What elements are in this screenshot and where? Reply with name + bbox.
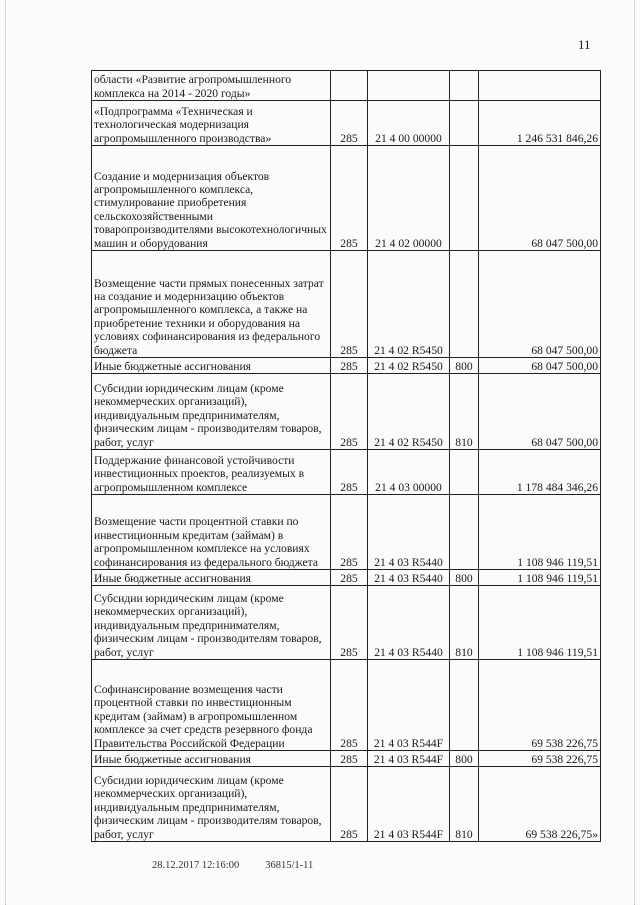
- row-vr: 810: [450, 586, 479, 660]
- row-gr: 285: [331, 751, 368, 767]
- row-vr: [450, 660, 479, 751]
- table-row: [92, 570, 601, 586]
- row-sum: 1 108 946 119,51: [479, 586, 601, 660]
- page-footer: [152, 860, 313, 871]
- row-code: 21 4 02 R5450: [368, 358, 450, 374]
- row-sum: 1 108 946 119,51: [479, 570, 601, 586]
- table-row: [92, 586, 601, 660]
- row-sum: [479, 71, 601, 101]
- table-row: [92, 101, 601, 146]
- row-name: Субсидии юридическим лицам (кроме некоммерческих организаций), индивидуальным предпринимателям, физическим лицам - производителям товаров, работ, услуг: [92, 374, 331, 450]
- row-name: Иные бюджетные ассигнования: [92, 358, 331, 374]
- row-vr: [450, 101, 479, 146]
- row-vr: [450, 146, 479, 251]
- row-sum: 1 178 484 346,26: [479, 450, 601, 495]
- row-code: 21 4 03 R5440: [368, 570, 450, 586]
- row-code: [368, 71, 450, 101]
- row-code: 21 4 03 R544F: [368, 751, 450, 767]
- row-code: 21 4 03 R544F: [368, 767, 450, 842]
- table-row: [92, 146, 601, 251]
- row-vr: [450, 71, 479, 101]
- row-vr: 800: [450, 751, 479, 767]
- row-code: 21 4 03 R5440: [368, 495, 450, 570]
- row-vr: [450, 495, 479, 570]
- scan-edge-left: [5, 0, 7, 905]
- row-gr: 285: [331, 101, 368, 146]
- row-name: области «Развитие агропромышленного комплекса на 2014 - 2020 годы»: [92, 71, 331, 101]
- table-row: [92, 767, 601, 842]
- row-name: Субсидии юридическим лицам (кроме некоммерческих организаций), индивидуальным предпринимателям, физическим лицам - производителям товаров, работ, услуг: [92, 767, 331, 842]
- row-gr: 285: [331, 586, 368, 660]
- row-sum: 68 047 500,00: [479, 374, 601, 450]
- row-gr: 285: [331, 358, 368, 374]
- row-sum: 68 047 500,00: [479, 251, 601, 358]
- page-number: 11: [578, 37, 591, 52]
- row-sum: 68 047 500,00: [479, 358, 601, 374]
- row-code: 21 4 03 00000: [368, 450, 450, 495]
- row-code: 21 4 02 00000: [368, 146, 450, 251]
- row-gr: 285: [331, 660, 368, 751]
- row-gr: [331, 71, 368, 101]
- row-vr: 800: [450, 358, 479, 374]
- row-gr: 285: [331, 146, 368, 251]
- row-name: Субсидии юридическим лицам (кроме некоммерческих организаций), индивидуальным предпринимателям, физическим лицам - производителям товаров, работ, услуг: [92, 586, 331, 660]
- row-gr: 285: [331, 767, 368, 842]
- row-vr: [450, 450, 479, 495]
- row-code: 21 4 02 R5450: [368, 251, 450, 358]
- table-row: [92, 358, 601, 374]
- footer-timestamp: 28.12.2017 12:16:00: [152, 860, 240, 871]
- row-name: Создание и модернизация объектов агропромышленного комплекса, стимулирование приобретения сельскохозяйственными товаропроизводителями высокотехнологичных машин и оборудования: [92, 146, 331, 251]
- table-row: [92, 450, 601, 495]
- row-vr: [450, 251, 479, 358]
- row-sum: 1 246 531 846,26: [479, 101, 601, 146]
- table-row: [92, 374, 601, 450]
- row-name: Иные бюджетные ассигнования: [92, 751, 331, 767]
- row-name: Возмещение части процентной ставки по инвестиционным кредитам (займам) в агропромышленном комплексе на условиях софинансирования из федерального бюджета: [92, 495, 331, 570]
- row-name: Иные бюджетные ассигнования: [92, 570, 331, 586]
- row-sum: 68 047 500,00: [479, 146, 601, 251]
- budget-table: [91, 70, 601, 842]
- row-gr: 285: [331, 374, 368, 450]
- row-code: 21 4 03 R544F: [368, 660, 450, 751]
- row-code: 21 4 02 R5450: [368, 374, 450, 450]
- row-vr: 800: [450, 570, 479, 586]
- scan-edge-right: [634, 0, 636, 905]
- table-row: [92, 660, 601, 751]
- row-name: Поддержание финансовой устойчивости инвестиционных проектов, реализуемых в агропромышленном комплексе: [92, 450, 331, 495]
- table-row: [92, 751, 601, 767]
- row-gr: 285: [331, 450, 368, 495]
- row-vr: 810: [450, 767, 479, 842]
- row-name: Возмещение части прямых понесенных затрат на создание и модернизацию объектов агропромышленного комплекса, а также на приобретение техники и оборудования на условиях софинансирования из федерального бюджета: [92, 251, 331, 358]
- table-row: [92, 251, 601, 358]
- row-gr: 285: [331, 570, 368, 586]
- footer-doc-id: 36815/1-11: [265, 860, 314, 871]
- row-name: Софинансирование возмещения части процентной ставки по инвестиционным кредитам (займам) в агропромышленном комплексе за счет средств резервного фонда Правительства Российской Федерации: [92, 660, 331, 751]
- row-gr: 285: [331, 251, 368, 358]
- row-sum: 69 538 226,75: [479, 660, 601, 751]
- table-row: [92, 495, 601, 570]
- row-sum: 1 108 946 119,51: [479, 495, 601, 570]
- row-sum: 69 538 226,75: [479, 751, 601, 767]
- table-row: [92, 71, 601, 101]
- row-code: 21 4 03 R5440: [368, 586, 450, 660]
- row-vr: 810: [450, 374, 479, 450]
- row-sum: 69 538 226,75»: [479, 767, 601, 842]
- row-gr: 285: [331, 495, 368, 570]
- row-name: «Подпрограмма «Техническая и технологическая модернизация агропромышленного производства»: [92, 101, 331, 146]
- row-code: 21 4 00 00000: [368, 101, 450, 146]
